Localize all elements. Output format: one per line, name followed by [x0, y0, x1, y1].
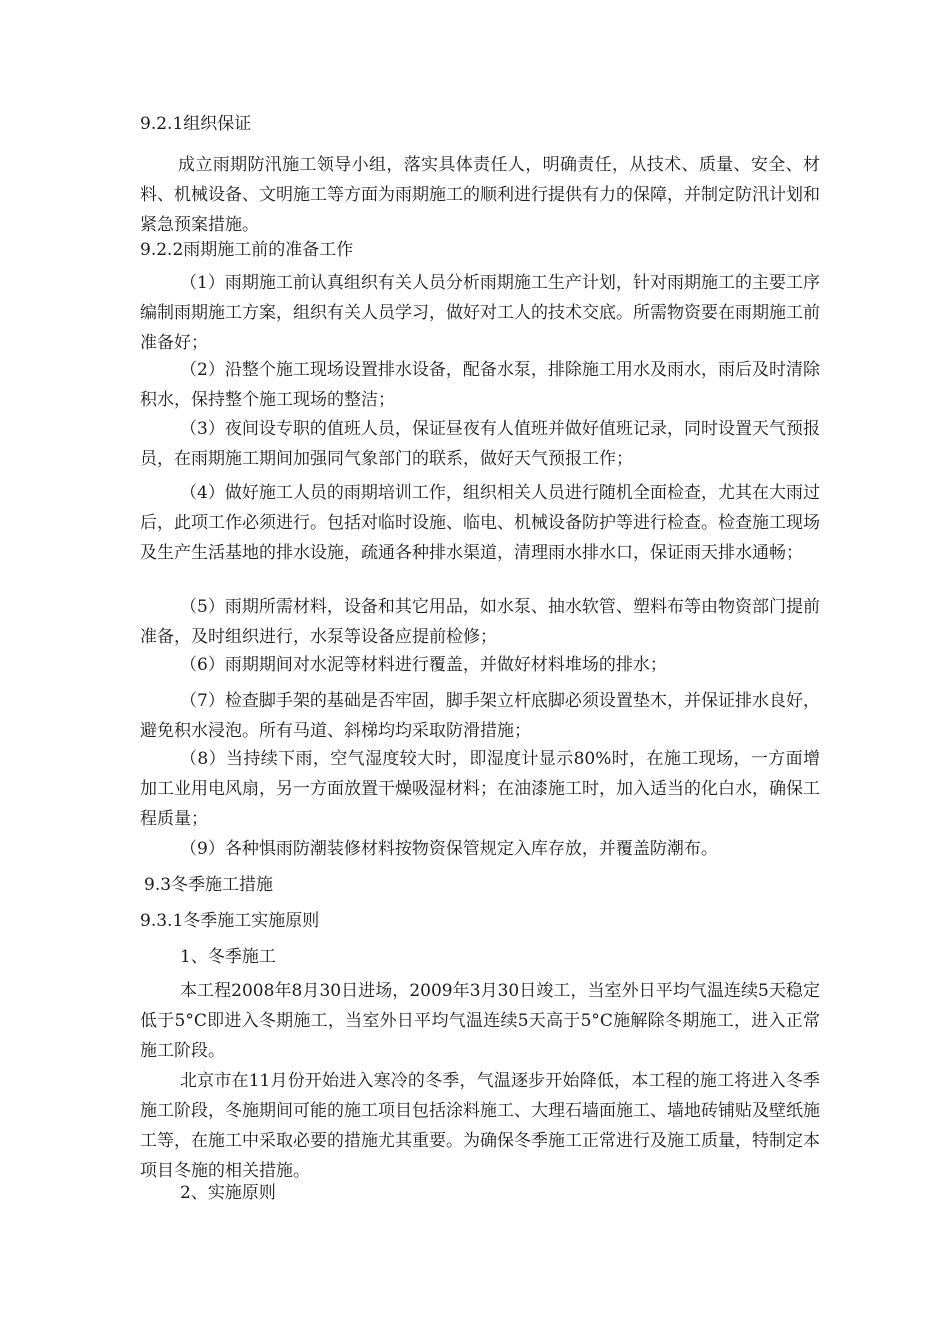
heading-9-2-1: 9.2.1组织保证: [140, 114, 252, 134]
paragraph-winter-measures: 北京市在11月份开始进入寒冷的冬季，气温逐步开始降低，本工程的施工将进入冬季施工阶段，冬施期间可能的施工项目包括涂料施工、大理石墙面施工、墙地砖铺贴及壁纸施工等，在施工中采取必要的措施尤其重要。为确保冬季施工正常进行及施工质量，特制定本项目冬施的相关措施。: [140, 1071, 820, 1181]
heading-9-2-2: 9.2.2雨期施工前的准备工作: [140, 240, 354, 260]
subheading-principles: 2、实施原则: [180, 1183, 276, 1203]
list-item-3: （3）夜间设专职的值班人员，保证昼夜有人值班并做好值班记录，同时设置天气预报员，在雨期施工期间加强同气象部门的联系，做好天气预报工作；: [140, 419, 820, 469]
paragraph-organization: 成立雨期防汛施工领导小组，落实具体责任人，明确责任，从技术、质量、安全、材料、机械设备、文明施工等方面为雨期施工的顺利进行提供有力的保障，并制定防汛计划和紧急预案措施。: [140, 155, 820, 235]
list-item-7: （7）检查脚手架的基础是否牢固，脚手架立杆底脚必须设置垫木，并保证排水良好，避免积水浸泡。所有马道、斜梯均均采取防滑措施；: [140, 691, 820, 741]
list-item-2: （2）沿整个施工现场设置排水设备，配备水泵，排除施工用水及雨水，雨后及时清除积水，保持整个施工现场的整洁；: [140, 360, 820, 410]
heading-9-3-1: 9.3.1冬季施工实施原则: [140, 911, 320, 931]
list-item-6: （6）雨期期间对水泥等材料进行覆盖，并做好材料堆场的排水；: [180, 655, 667, 675]
subheading-winter-construction: 1、冬季施工: [180, 947, 276, 967]
paragraph-winter-schedule: 本工程2008年8月30日进场，2009年3月30日竣工，当室外日平均气温连续5天稳定低于5°C即进入冬期施工，当室外日平均气温连续5天高于5°C施解除冬期施工，进入正常施工阶段。: [140, 981, 820, 1061]
list-item-4: （4）做好施工人员的雨期培训工作，组织相关人员进行随机全面检查，尤其在大雨过后，此项工作必须进行。包括对临时设施、临电、机械设备防护等进行检查。检查施工现场及生产生活基地的排水设施，疏通各种排水渠道，清理雨水排水口，保证雨天排水通畅；: [140, 483, 820, 563]
list-item-1: （1）雨期施工前认真组织有关人员分析雨期施工生产计划，针对雨期施工的主要工序编制雨期施工方案，组织有关人员学习，做好对工人的技术交底。所需物资要在雨期施工前准备好；: [140, 273, 820, 353]
heading-9-3: 9.3冬季施工措施: [144, 875, 274, 895]
list-item-8: （8）当持续下雨，空气湿度较大时，即湿度计显示80%时，在施工现场，一方面增加工业用电风扇，另一方面放置干燥吸湿材料；在油漆施工时，加入适当的化白水，确保工程质量；: [140, 749, 820, 829]
list-item-5: （5）雨期所需材料，设备和其它用品，如水泵、抽水软管、塑料布等由物资部门提前准备，及时组织进行，水泵等设备应提前检修；: [140, 597, 820, 647]
list-item-9: （9）各种惧雨防潮装修材料按物资保管规定入库存放，并覆盖防潮布。: [180, 839, 718, 859]
